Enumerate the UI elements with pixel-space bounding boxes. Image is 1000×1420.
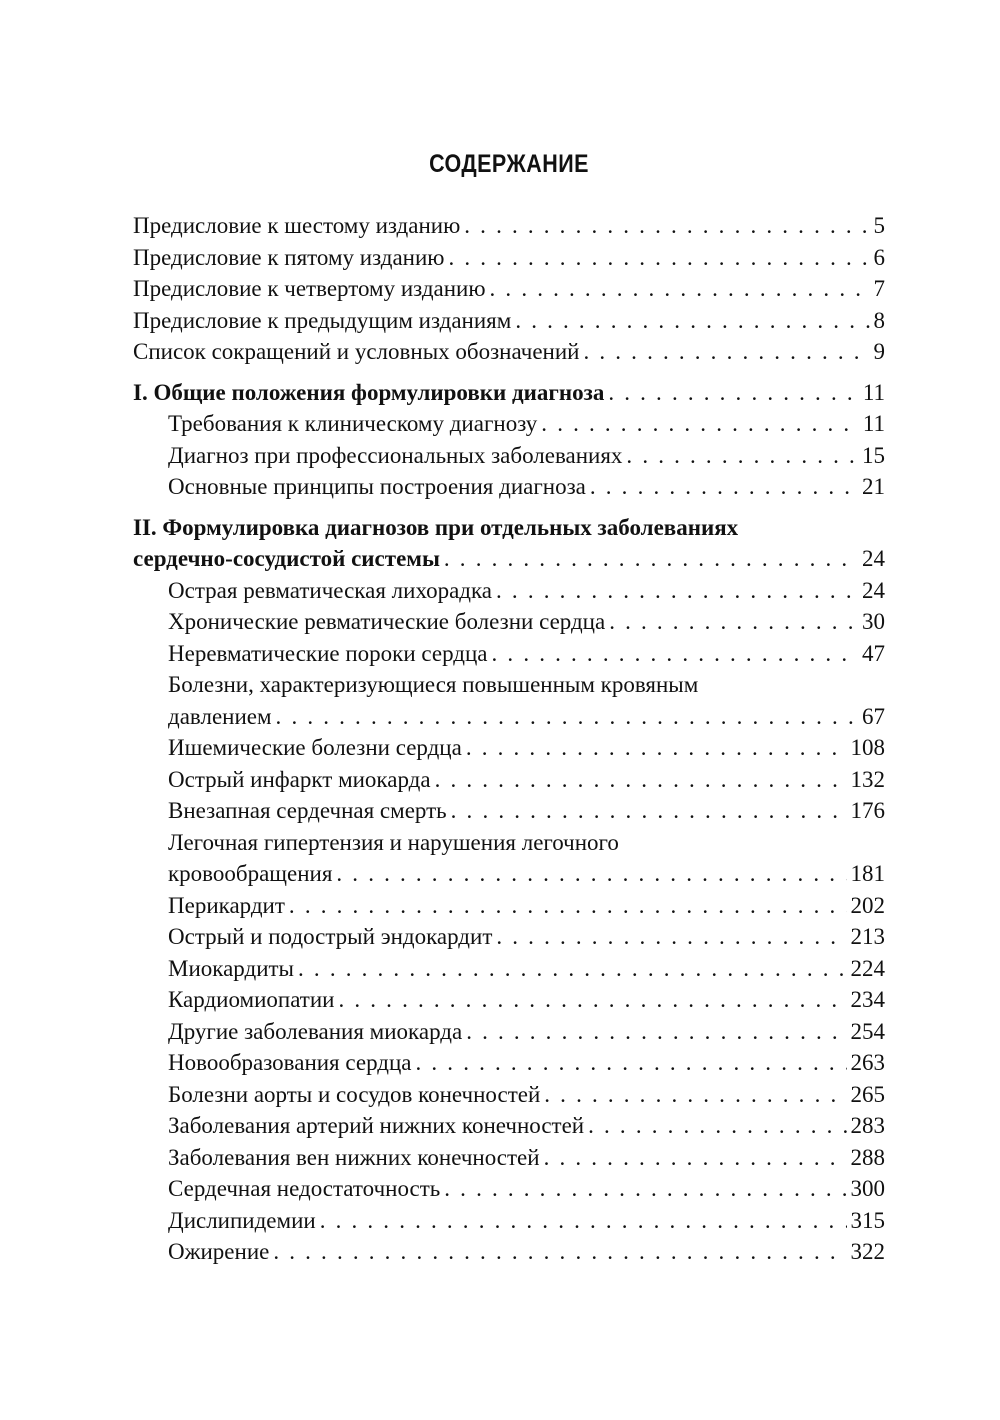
toc-entry-label: Острый инфаркт миокарда (168, 766, 431, 792)
leader-dots (544, 1142, 847, 1174)
toc-entry-page: 24 (862, 546, 885, 571)
leader-dots (444, 543, 858, 575)
toc-section-label: I. Общие положения формулировки диагноза (133, 379, 605, 405)
toc-entry-label: Основные принципы построения диагноза (168, 474, 586, 499)
toc-entry-page: 47 (862, 640, 885, 666)
toc-entry[interactable] (133, 242, 885, 274)
leader-dots (544, 1079, 846, 1111)
toc-entry-page: 322 (850, 1239, 885, 1264)
toc-entry-label-line1[interactable]: Болезни, характеризующиеся повышенным кровяным (168, 672, 699, 697)
leader-dots (444, 1173, 846, 1205)
toc-entry[interactable] (133, 638, 885, 670)
toc-entry-page: 11 (862, 379, 885, 405)
leader-dots (289, 890, 847, 922)
leader-dots (435, 764, 847, 796)
toc-entry-page: 9 (873, 339, 885, 364)
toc-entry-page: 108 (850, 735, 885, 760)
toc-entry[interactable] (133, 1173, 885, 1205)
toc-entry-label: Перикардит (168, 892, 285, 918)
leader-dots (541, 408, 859, 440)
toc-entry[interactable] (133, 858, 885, 890)
leader-dots (451, 795, 847, 827)
toc-entry[interactable] (133, 795, 885, 827)
toc-entry-label: Внезапная сердечная смерть (168, 798, 447, 823)
toc-entry-label: Заболевания артерий нижних конечностей (168, 1113, 585, 1138)
toc-entry-page: 67 (862, 703, 885, 729)
toc-entry-page: 5 (873, 213, 885, 238)
toc-entry-page: 15 (862, 442, 885, 468)
toc-entry-label: Список сокращений и условных обозначений (133, 339, 580, 364)
toc-entry[interactable] (133, 764, 885, 796)
leader-dots (608, 377, 858, 409)
toc-section-heading[interactable] (133, 377, 885, 409)
toc-entry-label: Хронические ревматические болезни сердца (168, 609, 606, 634)
section-gap (133, 503, 885, 512)
toc-entry-page: 254 (850, 1018, 885, 1044)
toc-entry-label: Заболевания вен нижних конечностей (168, 1144, 540, 1170)
toc-entry[interactable] (133, 890, 885, 922)
toc-entry-label: Новообразования сердца (168, 1050, 412, 1075)
toc-entry[interactable] (133, 1236, 885, 1268)
toc-entry-page: 30 (862, 609, 885, 634)
leader-dots (416, 1047, 847, 1079)
toc-entry-page: 288 (850, 1144, 885, 1170)
toc-entry-page: 265 (850, 1081, 885, 1107)
toc-entry-label: Ишемические болезни сердца (168, 735, 462, 760)
toc-entry[interactable] (133, 953, 885, 985)
toc-entry-label-line2: давлением (168, 703, 272, 729)
toc-entry-page: 181 (850, 861, 885, 886)
leader-dots (336, 858, 846, 890)
toc-entry-page: 21 (862, 474, 885, 499)
toc-entry-label: Предисловие к пятому изданию (133, 244, 445, 270)
toc-entry[interactable] (133, 1047, 885, 1079)
toc-entry[interactable] (133, 1079, 885, 1111)
toc-entry[interactable] (133, 471, 885, 503)
toc-entry-label: Острая ревматическая лихорадка (168, 577, 493, 603)
toc-entry-page: 300 (850, 1176, 885, 1201)
toc-entry-label-line1[interactable]: Легочная гипертензия и нарушения легочного (168, 829, 619, 855)
toc-entry[interactable] (133, 732, 885, 764)
leader-dots (515, 305, 869, 337)
leader-dots (298, 953, 846, 985)
toc-entry-label: Предисловие к шестому изданию (133, 213, 461, 238)
toc-entry[interactable] (133, 921, 885, 953)
leader-dots (273, 1236, 846, 1268)
toc-entry-label: Другие заболевания миокарда (168, 1018, 463, 1044)
toc-entry[interactable] (133, 305, 885, 337)
toc-section-label-line1[interactable]: II. Формулировка диагнозов при отдельных заболеваниях (133, 514, 739, 540)
toc-entry-label: Диагноз при профессиональных заболеваниях (168, 442, 623, 468)
leader-dots (338, 984, 846, 1016)
leader-dots (492, 638, 858, 670)
leader-dots (590, 471, 858, 503)
toc-entry-label: Требования к клиническому диагнозу (168, 411, 538, 436)
toc-entry-page: 224 (850, 955, 885, 981)
toc-entry-page: 8 (873, 307, 885, 333)
toc-entry[interactable] (133, 575, 885, 607)
toc-entry-label: Кардиомиопатии (168, 987, 335, 1012)
toc-entry-label: Сердечная недостаточность (168, 1176, 441, 1201)
toc-entry-page: 315 (850, 1207, 885, 1233)
toc-entry[interactable] (133, 440, 885, 472)
toc-entry[interactable] (133, 408, 885, 440)
leader-dots (496, 921, 846, 953)
toc-entry-page: 283 (850, 1113, 885, 1138)
leader-dots (588, 1110, 846, 1142)
toc-entry[interactable] (133, 984, 885, 1016)
document-page (133, 0, 885, 1420)
toc-entry-label: Острый и подострый эндокардит (168, 924, 493, 949)
toc-entry-page: 7 (873, 276, 885, 301)
toc-entry-page: 176 (850, 798, 885, 823)
leader-dots (448, 242, 869, 274)
toc-entry[interactable] (133, 210, 885, 242)
toc-entry-label: Предисловие к предыдущим изданиям (133, 307, 512, 333)
leader-dots (490, 273, 870, 305)
leader-dots (466, 732, 847, 764)
leader-dots (496, 575, 858, 607)
page-title: СОДЕРЖАНИЕ (429, 150, 589, 178)
leader-dots (626, 440, 858, 472)
toc-entry[interactable] (133, 1016, 885, 1048)
section-gap (133, 368, 885, 377)
toc-entry[interactable] (133, 1110, 885, 1142)
leader-dots (466, 1016, 846, 1048)
toc-entry-page: 11 (862, 411, 885, 436)
toc-entry-page: 234 (850, 987, 885, 1012)
leader-dots (320, 1205, 847, 1237)
leader-dots (464, 210, 869, 242)
toc-entry[interactable] (133, 1205, 885, 1237)
toc-section-heading[interactable] (133, 543, 885, 575)
toc-entry[interactable] (133, 1142, 885, 1174)
toc-entry-label: Болезни аорты и сосудов конечностей (168, 1081, 541, 1107)
leader-dots (609, 606, 858, 638)
toc-entry-page: 132 (850, 766, 885, 792)
toc-entry[interactable] (133, 336, 885, 368)
toc-entry-page: 24 (862, 577, 885, 603)
toc-entry-page: 202 (850, 892, 885, 918)
leader-dots (276, 701, 858, 733)
toc-entry[interactable] (133, 273, 885, 305)
toc-entry[interactable] (133, 701, 885, 733)
toc-entry[interactable] (133, 606, 885, 638)
toc-entry-label: Неревматические пороки сердца (168, 640, 488, 666)
toc-entry-label: Дислипидемии (168, 1207, 316, 1233)
toc-entry-label: Предисловие к четвертому изданию (133, 276, 486, 301)
toc-entry-label-line2: кровообращения (168, 861, 333, 886)
table-of-contents (133, 210, 885, 1268)
toc-entry-label: Ожирение (168, 1239, 270, 1264)
toc-entry-page: 6 (873, 244, 885, 270)
toc-section-label-line2: сердечно-сосудистой системы (133, 546, 440, 571)
toc-entry-page: 213 (850, 924, 885, 949)
leader-dots (583, 336, 869, 368)
toc-entry-label: Миокардиты (168, 955, 295, 981)
toc-entry-page: 263 (850, 1050, 885, 1075)
